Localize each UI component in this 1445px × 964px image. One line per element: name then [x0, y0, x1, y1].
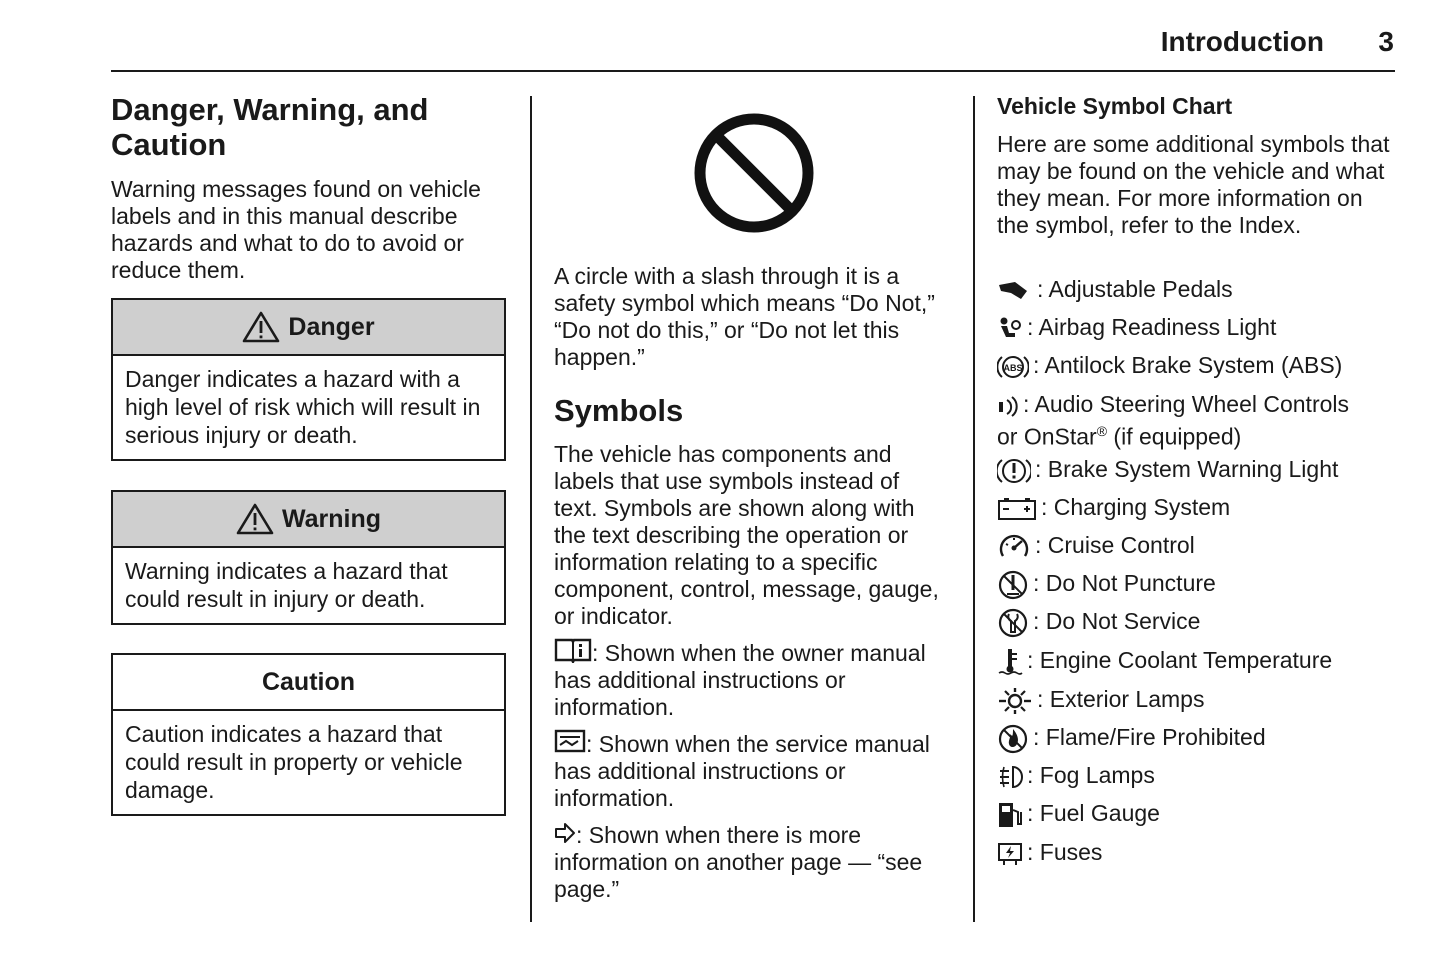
- symbol-row-audio-steering: [997, 391, 1349, 451]
- symbol-row-airbag: [997, 314, 1276, 342]
- symbol-row-exterior-lamps: [997, 686, 1204, 715]
- symbol-row-brake-warning: [997, 456, 1338, 486]
- registered-mark: ®: [1096, 423, 1108, 439]
- left-column: [111, 92, 511, 284]
- symbol-label: : Audio Steering Wheel Controls: [1023, 391, 1350, 417]
- symbol-label: : Do Not Puncture: [1033, 570, 1216, 597]
- symbol-label: : Brake System Warning Light: [1035, 456, 1339, 483]
- warning-triangle-icon: [236, 503, 274, 535]
- audio-steering-icon: [997, 394, 1019, 418]
- symbol-label-continued: or OnStar: [997, 423, 1097, 450]
- page-number: 3: [1378, 26, 1394, 57]
- see-page-text: : Shown when there is more information on another page — “see page.”: [554, 822, 923, 902]
- airbag-icon: [997, 316, 1023, 342]
- symbol-label: : Cruise Control: [1035, 532, 1195, 559]
- header-divider: [111, 70, 1395, 72]
- owner-manual-book-icon: [554, 637, 592, 663]
- brake-warning-icon: [997, 456, 1031, 486]
- symbol-row-fuses: [997, 839, 1102, 867]
- coolant-temp-icon: [997, 647, 1023, 677]
- owner-manual-note: [554, 637, 949, 721]
- fog-lamps-icon: [997, 764, 1023, 790]
- symbol-chart-intro: Here are some additional symbols that may be found on the vehicle and what they mean. For more information on the symbol, refer to the Index.: [997, 131, 1390, 238]
- section-heading: Danger, Warning, and Caution: [111, 92, 429, 162]
- service-manual-icon: [554, 729, 586, 753]
- running-header-title: Introduction: [1160, 26, 1324, 57]
- symbol-row-fog-lamps: [997, 762, 1155, 790]
- column-divider-2: [973, 96, 975, 922]
- symbol-label: : Antilock Brake System (ABS): [1033, 352, 1343, 378]
- warning-box: [111, 490, 506, 625]
- service-manual-note: [554, 729, 949, 812]
- symbol-row-charging: [997, 494, 1230, 521]
- symbol-label: : Exterior Lamps: [1037, 686, 1205, 712]
- danger-box: [111, 298, 506, 461]
- symbol-label: : Fuel Gauge: [1027, 800, 1160, 827]
- symbol-row-cruise: [997, 532, 1195, 562]
- symbols-intro: The vehicle has components and labels that use symbols instead of text. Symbols are shown along with the text describing the operation or information relating to a specific component, control, message, gauge, or indicator.: [554, 441, 939, 629]
- symbols-heading: Symbols: [554, 393, 684, 428]
- danger-box-header: [113, 300, 504, 356]
- service-manual-text: : Shown when the service manual has additional instructions or information.: [554, 731, 930, 811]
- do-not-service-icon: [997, 608, 1029, 638]
- caution-box-header: [113, 655, 504, 711]
- symbol-row-do-not-service: [997, 608, 1200, 638]
- cruise-icon: [997, 532, 1031, 562]
- danger-text: Danger indicates a hazard with a high level of risk which will result in serious injury or death.: [125, 366, 481, 448]
- intro-paragraph: Warning messages found on vehicle labels and in this manual describe hazards and what to do to avoid or reduce them.: [111, 176, 481, 283]
- symbol-row-fuel-gauge: [997, 800, 1160, 830]
- column-divider-1: [530, 96, 532, 922]
- owner-manual-text: : Shown when the owner manual has additional instructions or information.: [554, 640, 926, 720]
- caution-text: Caution indicates a hazard that could result in property or vehicle damage.: [125, 721, 463, 803]
- warning-triangle-icon: [242, 311, 280, 343]
- see-page-note: [554, 822, 949, 903]
- symbol-row-no-flame: [997, 724, 1266, 754]
- battery-icon: [997, 497, 1037, 521]
- symbol-label: : Fuses: [1027, 839, 1103, 865]
- warning-text: Warning indicates a hazard that could result in injury or death.: [125, 558, 448, 612]
- symbol-label: : Engine Coolant Temperature: [1027, 647, 1333, 674]
- prohibition-symbol-icon: [692, 111, 816, 235]
- symbol-label: : Adjustable Pedals: [1037, 276, 1233, 302]
- danger-title: Danger: [288, 312, 375, 341]
- no-flame-icon: [997, 724, 1029, 754]
- symbol-row-adjustable-pedals: [997, 276, 1233, 303]
- symbol-label: : Flame/Fire Prohibited: [1033, 724, 1266, 751]
- fuel-gauge-icon: [997, 800, 1023, 830]
- symbol-label: : Airbag Readiness Light: [1027, 314, 1277, 340]
- symbol-label-continued-2: (if equipped): [1107, 423, 1242, 450]
- do-not-puncture-icon: [997, 570, 1029, 600]
- caution-box: [111, 653, 506, 816]
- abs-icon: [997, 353, 1029, 381]
- symbol-row-do-not-puncture: [997, 570, 1216, 600]
- symbol-label: : Fog Lamps: [1027, 762, 1155, 788]
- vehicle-symbol-chart-heading: Vehicle Symbol Chart: [997, 93, 1233, 119]
- symbol-row-abs: [997, 352, 1342, 381]
- warning-title: Warning: [281, 504, 382, 533]
- svg-text:ABS: ABS: [1003, 362, 1023, 373]
- symbol-label: : Do Not Service: [1033, 608, 1201, 635]
- warning-box-header: [113, 492, 504, 548]
- arrow-right-outline-icon: [554, 822, 576, 844]
- fuses-icon: [997, 841, 1023, 867]
- circle-slash-description: A circle with a slash through it is a safety symbol which means “Do Not,” “Do not do this,” or “Do not let this happen.”: [554, 263, 935, 370]
- symbol-label: : Charging System: [1041, 494, 1231, 520]
- exterior-lamps-icon: [997, 687, 1033, 715]
- adjustable-pedals-icon: [997, 279, 1033, 303]
- symbol-row-coolant: [997, 647, 1332, 677]
- caution-title: Caution: [261, 667, 356, 696]
